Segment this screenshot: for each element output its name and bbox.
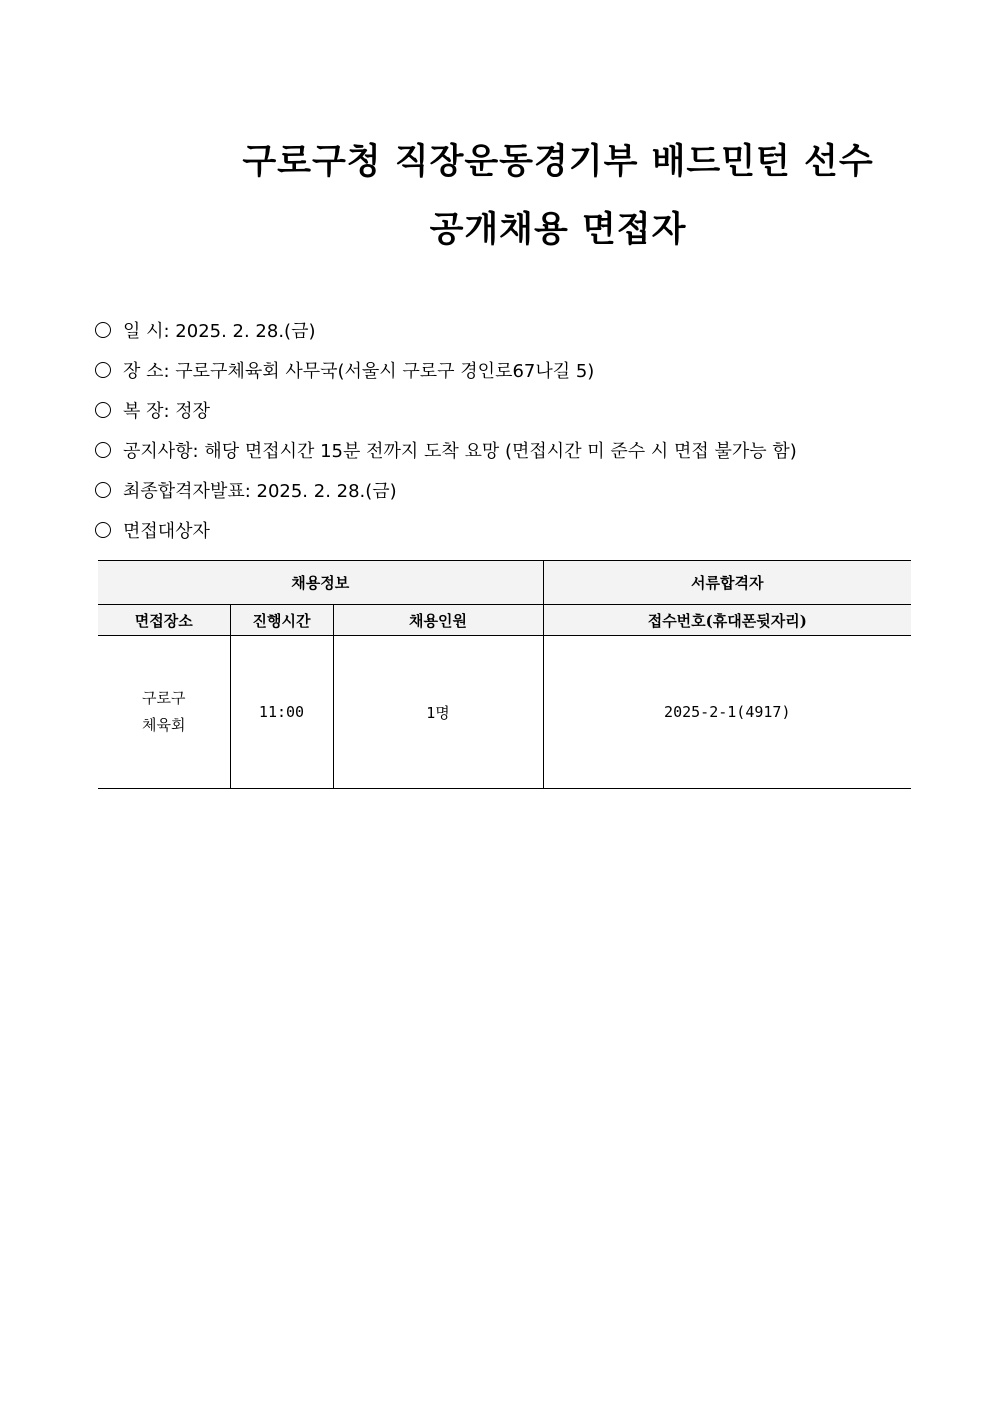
info-item-text: 일 시: 2025. 2. 28.(금)	[123, 321, 316, 342]
circle-bullet-icon	[95, 322, 111, 338]
circle-bullet-icon	[95, 482, 111, 498]
header-time: 진행시간	[230, 605, 333, 636]
info-item-place	[95, 350, 935, 390]
table-row	[98, 636, 911, 789]
table-column-header-row	[98, 605, 911, 636]
page-title-line2: 공개채용 면접자	[429, 210, 687, 250]
cell-place-line2: 체육회	[142, 716, 186, 734]
header-place: 면접장소	[98, 605, 230, 636]
info-list	[95, 310, 935, 550]
circle-bullet-icon	[95, 522, 111, 538]
info-item-notice	[95, 430, 935, 470]
header-passed-docs: 서류합격자	[543, 561, 911, 605]
header-recruit-info: 채용정보	[98, 561, 543, 605]
info-item-dress	[95, 390, 935, 430]
info-item-text: 공지사항: 해당 면접시간 15분 전까지 도착 요망 (면접시간 미 준수 시 면접 불가능 함)	[123, 441, 797, 462]
info-item-text: 면접대상자	[123, 521, 210, 542]
cell-time: 11:00	[230, 636, 333, 789]
circle-bullet-icon	[95, 402, 111, 418]
info-item-text: 복 장: 정장	[123, 401, 211, 422]
circle-bullet-icon	[95, 442, 111, 458]
info-item-date	[95, 310, 935, 350]
cell-count: 1명	[333, 636, 543, 789]
cell-receipt: 2025-2-1(4917)	[543, 636, 911, 789]
table-group-header-row	[98, 561, 911, 605]
cell-place-line1: 구로구	[142, 689, 186, 707]
header-receipt: 접수번호(휴대폰뒷자리)	[543, 605, 911, 636]
info-item-text: 최종합격자발표: 2025. 2. 28.(금)	[123, 481, 397, 502]
page-title-line1: 구로구청 직장운동경기부 배드민턴 선수	[242, 142, 874, 182]
candidate-table	[98, 560, 911, 789]
cell-place	[98, 636, 230, 789]
circle-bullet-icon	[95, 362, 111, 378]
info-item-candidates	[95, 510, 935, 550]
info-item-announcement	[95, 470, 935, 510]
header-count: 채용인원	[333, 605, 543, 636]
info-item-text: 장 소: 구로구체육회 사무국(서울시 구로구 경인로67나길 5)	[123, 361, 595, 382]
